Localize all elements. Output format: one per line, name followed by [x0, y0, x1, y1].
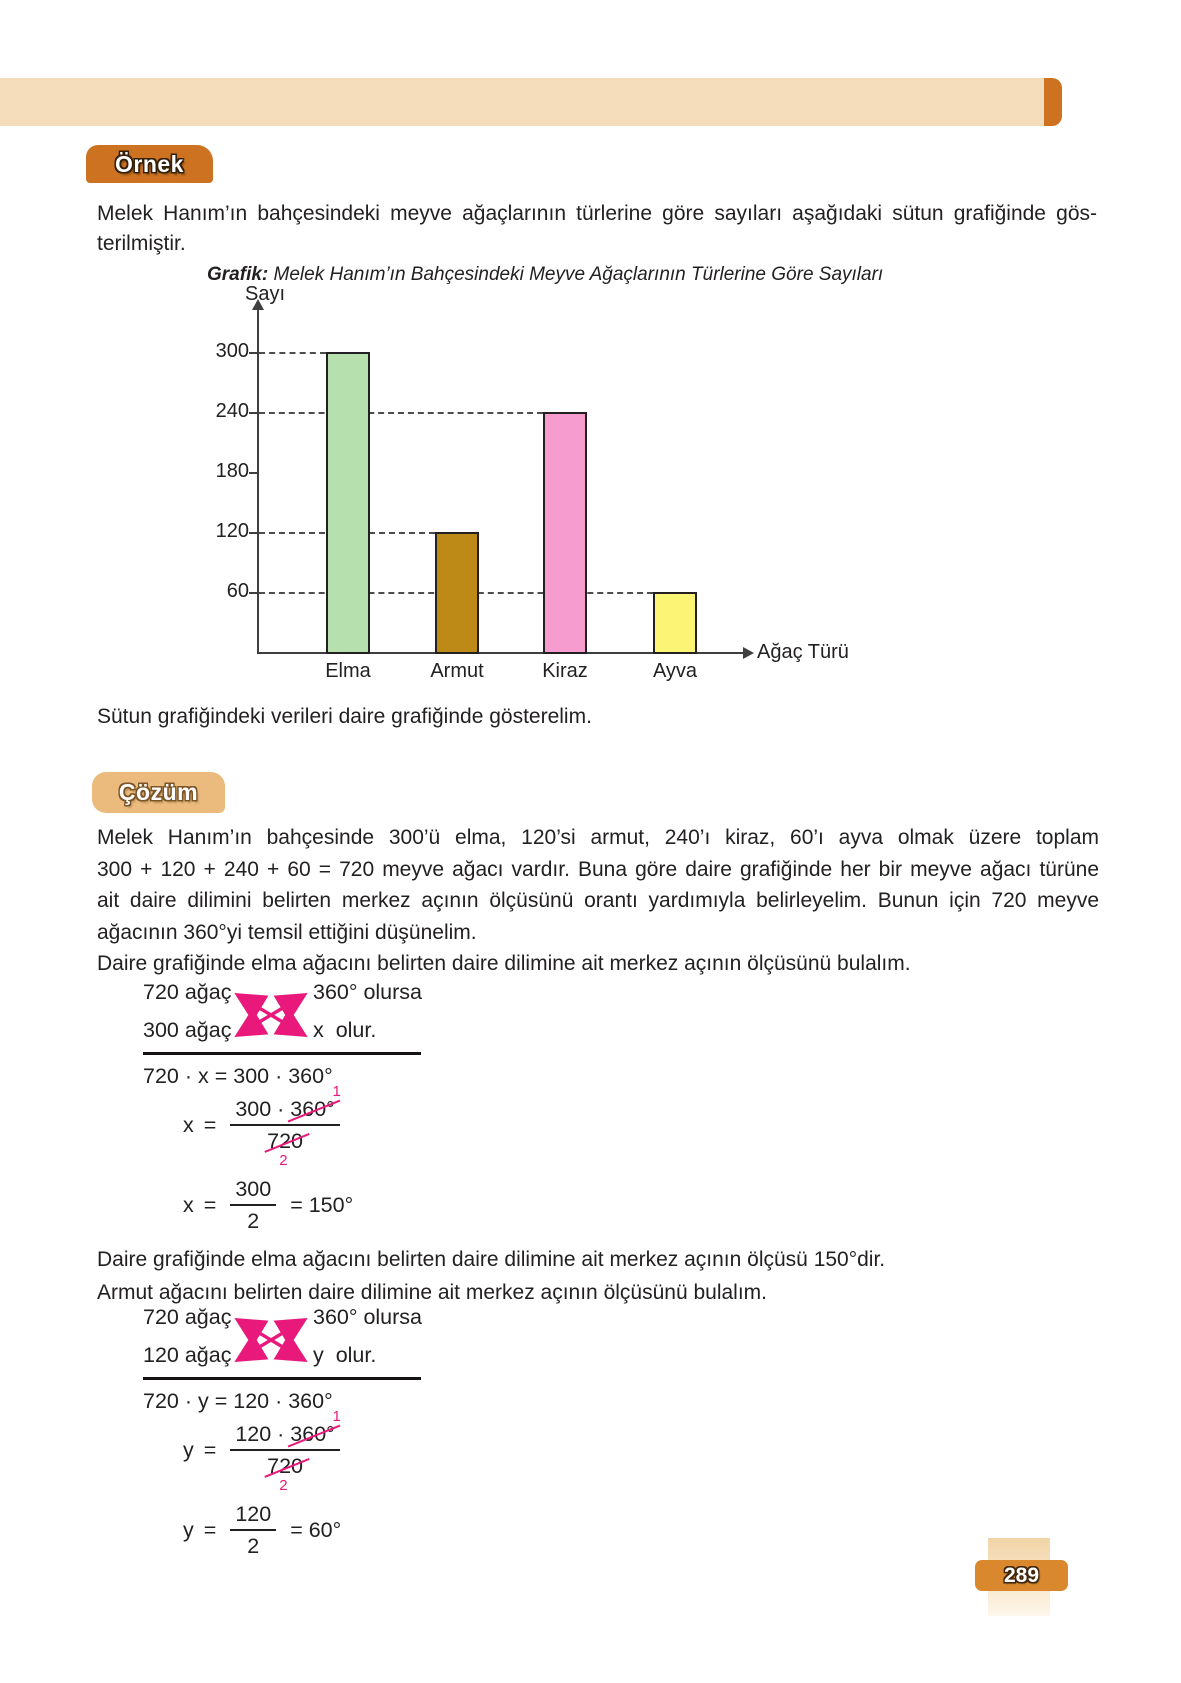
y-tick-mark-240 [249, 412, 257, 414]
y-tick-label-120: 120 [215, 520, 249, 542]
y-tick-label-60: 60 [226, 580, 249, 602]
proportion-rule [143, 1377, 421, 1380]
proportion-row2-right: x olur. [313, 1018, 377, 1042]
y-axis-label: Sayı [245, 283, 286, 305]
variable: x [183, 1112, 194, 1137]
equals-sign: = [203, 1192, 217, 1217]
y-tick-mark-120 [249, 532, 257, 534]
cancelled-360: 360° 1 [290, 1096, 334, 1122]
proportion-block-elma [143, 980, 763, 1248]
fraction-bar [230, 1529, 276, 1531]
top-banner-cap [1044, 78, 1062, 126]
bar-ayva [653, 592, 697, 654]
y-tick-mark-180 [249, 472, 257, 474]
result-elma-text: Daire grafiğinde elma ağacını belirten daire dilimine ait merkez açının ölçüsü 150°dir. [97, 1248, 886, 1271]
equals-sign: = [203, 1112, 217, 1137]
numerator: 300 [235, 1177, 272, 1201]
cancel-sub: 2 [279, 1152, 288, 1169]
proportion-block-armut [143, 1305, 763, 1573]
cancelled-720: 720 2 [267, 1453, 303, 1479]
numerator: 120 [235, 1502, 272, 1526]
proportion-row2-left: 300 ağaç [143, 1018, 232, 1042]
numerator-prefix: 300 · [235, 1097, 291, 1121]
bar-elma [326, 352, 370, 654]
cancelled-360: 360° 1 [290, 1421, 334, 1447]
intro-line-2: terilmiştir. [97, 232, 186, 255]
fraction-step [183, 1408, 344, 1494]
solution-badge [92, 772, 225, 813]
chart-caption [207, 264, 883, 286]
fraction [226, 1501, 280, 1559]
cross-multiply-arrows-icon [231, 1312, 311, 1368]
result-step [183, 1176, 353, 1234]
fraction [226, 1176, 280, 1234]
fraction-step [183, 1083, 344, 1169]
numerator-prefix: 120 · [235, 1422, 291, 1446]
cancel-sup: 1 [332, 1408, 341, 1425]
y-tick-mark-300 [249, 352, 257, 354]
chart-caption-title: Melek Hanım’ın Bahçesindeki Meyve Ağaçlarının Türlerine Göre Sayıları [268, 264, 884, 285]
example-badge-label: Örnek [115, 150, 184, 177]
cancel-sup: 1 [332, 1083, 341, 1100]
proportion-rule [143, 1052, 421, 1055]
chart-caption-label: Grafik: [207, 264, 269, 285]
fraction [226, 1083, 343, 1169]
fraction [226, 1408, 343, 1494]
y-tick-label-240: 240 [215, 400, 249, 422]
bar-label-kiraz: Kiraz [542, 660, 588, 682]
bar-label-armut: Armut [430, 660, 484, 682]
bar-label-ayva: Ayva [652, 660, 698, 682]
solution-line-4: ağacının 360°yi temsil ettiğini düşünelim. [97, 920, 477, 944]
dashed-gridline-300 [259, 352, 326, 354]
proportion-row1-left: 720 ağaç [143, 980, 232, 1004]
intro-line-1: Melek Hanım’ın bahçesindeki meyve ağaçlarının türlerine göre sayıları aşağıdaki sütun grafiğinde gös- [97, 202, 1097, 225]
result-value: = 150° [290, 1192, 354, 1217]
solution-badge-label: Çözüm [118, 779, 199, 805]
example-intro [97, 199, 1097, 259]
dashed-gridline-240 [259, 412, 543, 414]
y-tick-label-180: 180 [215, 460, 249, 482]
proportion-row2-left: 120 ağaç [143, 1343, 232, 1367]
result-value: = 60° [290, 1517, 342, 1542]
top-banner [0, 78, 1046, 126]
bar-chart [215, 283, 917, 697]
proportion-row1-right: 360° olursa [313, 980, 423, 1004]
solution-line-1: Melek Hanım’ın bahçesinde 300’ü elma, 120’si armut, 240’ı kiraz, 60’ı ayva olmak üzere toplam [97, 826, 1099, 849]
result-step [183, 1501, 341, 1559]
variable: x [183, 1192, 194, 1217]
find-elma-text: Daire grafiğinde elma ağacını belirten daire dilimine ait merkez açının ölçüsünü bulalım. [97, 952, 911, 975]
x-axis-arrow-icon [743, 647, 754, 659]
cancelled-720: 720 2 [267, 1128, 303, 1154]
cross-multiply-arrows-icon [231, 987, 311, 1043]
x-axis-label: Ağaç Türü [757, 641, 849, 663]
solution-line-2: 300 + 120 + 240 + 60 = 720 meyve ağacı vardır. Buna göre daire grafiğinde her bir meyve ağacı türüne [97, 857, 1099, 881]
fraction-bar [230, 1449, 339, 1451]
solution-paragraph [97, 822, 1099, 948]
equals-sign: = [203, 1517, 217, 1542]
find-armut-text: Armut ağacını belirten daire dilimine ait merkez açının ölçüsünü bulalım. [97, 1281, 767, 1304]
proportion-row2-right: y olur. [313, 1343, 377, 1367]
page-number-badge [975, 1560, 1068, 1591]
y-tick-mark-60 [249, 592, 257, 594]
solution-line-3: ait daire dilimini belirten merkez açının ölçüsünü orantı yardımıyla belirleyelim. Bunun için 720 meyve [97, 889, 1099, 912]
cross-multiplication: 720 · y = 120 · 360° [143, 1389, 333, 1413]
bar-kiraz [543, 412, 587, 654]
fraction-bar [230, 1204, 276, 1206]
variable: y [183, 1517, 194, 1542]
y-axis [257, 309, 259, 654]
denominator: 2 [247, 1534, 260, 1558]
example-badge [86, 145, 213, 183]
fraction-bar [230, 1124, 339, 1126]
bar-armut [435, 532, 479, 654]
cross-multiplication: 720 · x = 300 · 360° [143, 1064, 333, 1088]
after-chart-text: Sütun grafiğindeki verileri daire grafiğinde gösterelim. [97, 705, 592, 728]
bar-label-elma: Elma [325, 660, 371, 682]
page-number: 289 [1003, 1563, 1040, 1587]
proportion-row1-left: 720 ağaç [143, 1305, 232, 1329]
proportion-row1-right: 360° olursa [313, 1305, 423, 1329]
y-tick-label-300: 300 [215, 340, 249, 362]
denominator: 2 [247, 1209, 260, 1233]
cancel-sub: 2 [279, 1477, 288, 1494]
variable: y [183, 1437, 194, 1462]
equals-sign: = [203, 1437, 217, 1462]
